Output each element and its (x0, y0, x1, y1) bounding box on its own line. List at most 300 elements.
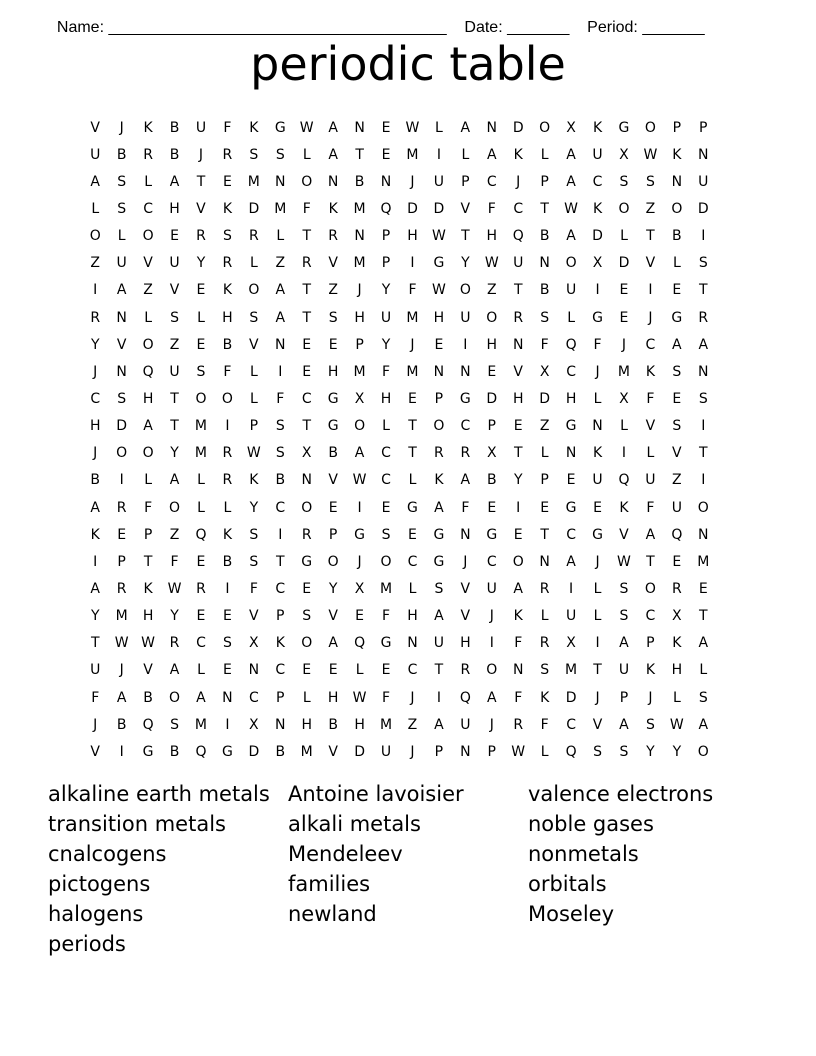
grid-letter[interactable]: J (595, 363, 600, 380)
grid-letter[interactable]: Z (275, 255, 286, 272)
grid-letter[interactable]: R (248, 228, 259, 245)
grid-letter[interactable]: U (90, 146, 101, 163)
grid-letter[interactable]: I (701, 418, 706, 435)
grid-letter[interactable]: E (672, 553, 682, 570)
grid-letter[interactable]: T (513, 445, 523, 462)
grid-letter[interactable]: X (354, 580, 365, 597)
grid-letter[interactable]: L (593, 390, 602, 407)
grid-letter[interactable]: G (380, 635, 392, 652)
grid-letter[interactable]: O (486, 662, 498, 679)
grid-letter[interactable]: U (380, 743, 392, 760)
grid-letter[interactable]: O (459, 282, 471, 299)
grid-letter[interactable]: A (90, 499, 100, 516)
grid-letter[interactable]: N (486, 119, 498, 136)
grid-letter[interactable]: B (539, 228, 550, 245)
grid-letter[interactable]: U (698, 173, 709, 190)
grid-letter[interactable]: N (460, 526, 471, 543)
grid-letter[interactable]: E (672, 390, 682, 407)
grid-letter[interactable]: G (592, 526, 603, 543)
grid-letter[interactable]: Q (195, 526, 207, 543)
grid-letter[interactable]: H (565, 390, 577, 407)
grid-letter[interactable]: A (169, 173, 180, 190)
grid-letter[interactable]: S (196, 363, 206, 380)
grid-letter[interactable]: S (672, 363, 682, 380)
grid-letter[interactable]: L (249, 255, 258, 272)
grid-letter[interactable]: M (353, 255, 366, 272)
grid-letter[interactable]: I (225, 716, 230, 733)
grid-letter[interactable]: O (565, 255, 577, 272)
grid-letter[interactable]: J (410, 689, 415, 706)
grid-letter[interactable]: W (643, 146, 658, 163)
grid-letter[interactable]: U (460, 309, 471, 326)
grid-letter[interactable]: D (565, 689, 577, 706)
grid-letter[interactable]: G (142, 743, 154, 760)
period-blank[interactable]: _______ (642, 19, 705, 36)
grid-letter[interactable]: E (408, 390, 417, 407)
grid-letter[interactable]: M (194, 716, 208, 733)
grid-letter[interactable]: I (595, 635, 600, 652)
grid-letter[interactable]: A (196, 689, 206, 706)
grid-letter[interactable]: W (564, 200, 579, 217)
grid-letter[interactable]: K (90, 526, 100, 543)
grid-letter[interactable]: E (302, 662, 312, 679)
grid-letter[interactable]: S (222, 635, 232, 652)
grid-letter[interactable]: M (406, 363, 419, 380)
grid-letter[interactable]: C (196, 635, 206, 652)
grid-letter[interactable]: W (431, 282, 446, 299)
grid-letter[interactable]: O (327, 553, 339, 570)
grid-letter[interactable]: N (407, 635, 418, 652)
grid-letter[interactable]: F (646, 499, 655, 516)
grid-letter[interactable]: R (143, 146, 153, 163)
grid-letter[interactable]: E (355, 608, 365, 625)
grid-letter[interactable]: G (565, 499, 577, 516)
grid-letter[interactable]: A (566, 146, 576, 163)
grid-letter[interactable]: V (143, 662, 153, 679)
grid-letter[interactable]: G (301, 553, 313, 570)
grid-letter[interactable]: O (301, 635, 313, 652)
grid-letter[interactable]: K (645, 662, 655, 679)
grid-letter[interactable]: P (249, 418, 259, 435)
grid-letter[interactable]: L (302, 146, 311, 163)
grid-letter[interactable]: J (119, 119, 124, 136)
grid-letter[interactable]: Q (142, 716, 154, 733)
grid-letter[interactable]: Q (618, 472, 630, 489)
grid-letter[interactable]: R (460, 445, 471, 462)
grid-letter[interactable]: I (436, 689, 441, 706)
grid-letter[interactable]: G (327, 418, 339, 435)
grid-letter[interactable]: H (327, 363, 339, 380)
grid-letter[interactable]: O (301, 173, 313, 190)
grid-letter[interactable]: S (117, 200, 127, 217)
grid-letter[interactable]: F (461, 499, 470, 516)
grid-letter[interactable]: M (247, 173, 260, 190)
grid-letter[interactable]: P (487, 743, 496, 760)
grid-letter[interactable]: S (170, 309, 179, 326)
grid-letter[interactable]: J (93, 363, 98, 380)
grid-letter[interactable]: R (116, 580, 127, 597)
grid-letter[interactable]: N (698, 146, 709, 163)
grid-letter[interactable]: L (144, 309, 152, 326)
grid-letter[interactable]: V (169, 282, 180, 299)
grid-letter[interactable]: C (645, 336, 656, 353)
grid-letter[interactable]: V (513, 363, 523, 380)
grid-letter[interactable]: N (460, 743, 471, 760)
grid-letter[interactable]: Z (672, 472, 682, 489)
grid-letter[interactable]: C (275, 662, 286, 679)
grid-letter[interactable]: S (698, 689, 708, 706)
grid-letter[interactable]: G (459, 390, 471, 407)
grid-letter[interactable]: F (540, 336, 549, 353)
grid-letter[interactable]: J (463, 553, 468, 570)
grid-letter[interactable]: R (196, 580, 206, 597)
grid-letter[interactable]: V (328, 608, 338, 625)
grid-letter[interactable]: E (698, 580, 708, 597)
grid-letter[interactable]: E (302, 363, 312, 380)
grid-letter[interactable]: A (116, 689, 127, 706)
grid-letter[interactable]: V (328, 743, 338, 760)
grid-letter[interactable]: E (408, 526, 417, 543)
grid-letter[interactable]: X (619, 390, 629, 407)
grid-letter[interactable]: H (142, 608, 154, 625)
grid-letter[interactable]: R (539, 635, 550, 652)
grid-letter[interactable]: U (169, 363, 180, 380)
grid-letter[interactable]: G (407, 499, 418, 516)
grid-letter[interactable]: G (221, 743, 233, 760)
grid-letter[interactable]: I (119, 743, 124, 760)
grid-letter[interactable]: E (619, 282, 629, 299)
grid-letter[interactable]: N (592, 418, 603, 435)
grid-letter[interactable]: U (433, 173, 445, 190)
grid-letter[interactable]: R (222, 445, 233, 462)
grid-letter[interactable]: A (486, 146, 497, 163)
grid-letter[interactable]: Q (142, 363, 154, 380)
grid-letter[interactable]: X (354, 390, 365, 407)
grid-letter[interactable]: V (645, 255, 656, 272)
grid-letter[interactable]: D (592, 228, 603, 245)
grid-letter[interactable]: S (619, 743, 629, 760)
grid-letter[interactable]: J (595, 553, 600, 570)
grid-letter[interactable]: D (618, 255, 630, 272)
grid-letter[interactable]: C (275, 580, 286, 597)
grid-letter[interactable]: L (540, 743, 549, 760)
grid-letter[interactable]: R (434, 445, 444, 462)
grid-letter[interactable]: T (646, 553, 655, 570)
grid-letter[interactable]: N (275, 336, 286, 353)
grid-letter[interactable]: S (619, 608, 629, 625)
grid-letter[interactable]: A (619, 635, 629, 652)
grid-letter[interactable]: O (89, 228, 101, 245)
grid-letter[interactable]: G (433, 255, 445, 272)
grid-letter[interactable]: J (410, 743, 415, 760)
grid-letter[interactable]: F (514, 689, 523, 706)
grid-letter[interactable]: V (249, 336, 259, 353)
grid-letter[interactable]: M (115, 608, 128, 625)
grid-letter[interactable]: V (460, 608, 471, 625)
grid-letter[interactable]: J (648, 689, 653, 706)
grid-letter[interactable]: W (352, 689, 367, 706)
grid-letter[interactable]: R (222, 472, 233, 489)
grid-letter[interactable]: W (617, 553, 631, 570)
grid-letter[interactable]: I (648, 282, 653, 299)
grid-letter[interactable]: L (276, 228, 285, 245)
grid-letter[interactable]: F (170, 553, 179, 570)
grid-letter[interactable]: K (672, 635, 682, 652)
grid-letter[interactable]: Q (512, 228, 524, 245)
name-blank[interactable]: ______________________________________ (108, 19, 447, 36)
grid-letter[interactable]: M (697, 553, 710, 570)
grid-letter[interactable]: J (198, 146, 204, 163)
grid-letter[interactable]: U (592, 146, 603, 163)
grid-letter[interactable]: J (410, 173, 415, 190)
grid-letter[interactable]: Y (249, 499, 259, 516)
grid-letter[interactable]: E (302, 580, 312, 597)
grid-letter[interactable]: A (645, 526, 656, 543)
grid-letter[interactable]: P (461, 173, 470, 190)
grid-letter[interactable]: V (460, 200, 471, 217)
grid-letter[interactable]: O (142, 445, 154, 462)
grid-letter[interactable]: L (91, 200, 100, 217)
grid-letter[interactable]: T (276, 553, 285, 570)
grid-letter[interactable]: L (408, 580, 417, 597)
grid-letter[interactable]: J (621, 336, 627, 353)
grid-letter[interactable]: S (170, 716, 179, 733)
grid-letter[interactable]: Q (565, 336, 577, 353)
grid-letter[interactable]: P (619, 689, 629, 706)
grid-letter[interactable]: L (117, 228, 126, 245)
grid-letter[interactable]: A (328, 635, 338, 652)
grid-letter[interactable]: H (460, 635, 471, 652)
grid-letter[interactable]: U (671, 499, 682, 516)
grid-letter[interactable]: R (196, 228, 206, 245)
grid-letter[interactable]: N (275, 173, 286, 190)
grid-letter[interactable]: P (672, 119, 682, 136)
grid-letter[interactable]: F (382, 689, 391, 706)
grid-letter[interactable]: A (116, 282, 127, 299)
grid-letter[interactable]: J (357, 282, 362, 299)
grid-letter[interactable]: B (116, 146, 127, 163)
grid-letter[interactable]: H (89, 418, 101, 435)
grid-letter[interactable]: Z (486, 282, 497, 299)
grid-letter[interactable]: T (699, 445, 708, 462)
grid-letter[interactable]: E (117, 526, 127, 543)
grid-letter[interactable]: R (301, 526, 312, 543)
grid-letter[interactable]: S (619, 173, 629, 190)
grid-letter[interactable]: K (672, 146, 682, 163)
grid-letter[interactable]: S (540, 309, 550, 326)
grid-letter[interactable]: U (592, 472, 603, 489)
grid-letter[interactable]: R (513, 716, 524, 733)
grid-letter[interactable]: E (566, 472, 576, 489)
grid-letter[interactable]: F (487, 200, 496, 217)
grid-letter[interactable]: R (460, 662, 471, 679)
grid-letter[interactable]: W (431, 228, 446, 245)
grid-letter[interactable]: V (328, 255, 338, 272)
grid-letter[interactable]: K (222, 526, 232, 543)
grid-letter[interactable]: T (593, 662, 602, 679)
grid-letter[interactable]: K (328, 200, 338, 217)
grid-letter[interactable]: L (144, 472, 152, 489)
grid-letter[interactable]: N (116, 309, 127, 326)
grid-letter[interactable]: X (672, 608, 682, 625)
grid-letter[interactable]: H (380, 390, 392, 407)
grid-letter[interactable]: U (645, 472, 656, 489)
grid-letter[interactable]: N (539, 553, 550, 570)
grid-letter[interactable]: T (302, 282, 311, 299)
grid-letter[interactable]: H (671, 662, 683, 679)
grid-letter[interactable]: S (645, 173, 655, 190)
grid-letter[interactable]: T (408, 418, 417, 435)
grid-letter[interactable]: E (513, 526, 523, 543)
grid-letter[interactable]: A (328, 119, 338, 136)
grid-letter[interactable]: L (461, 146, 470, 163)
grid-letter[interactable]: V (90, 119, 100, 136)
grid-letter[interactable]: Y (170, 445, 179, 462)
grid-letter[interactable]: J (357, 553, 362, 570)
grid-letter[interactable]: P (699, 119, 708, 136)
grid-letter[interactable]: H (327, 689, 339, 706)
grid-letter[interactable]: M (565, 662, 578, 679)
grid-letter[interactable]: H (512, 390, 524, 407)
grid-letter[interactable]: Q (380, 200, 392, 217)
grid-letter[interactable]: W (299, 119, 314, 136)
grid-letter[interactable]: I (621, 445, 627, 462)
grid-letter[interactable]: C (275, 499, 286, 516)
grid-letter[interactable]: T (302, 418, 311, 435)
grid-letter[interactable]: I (569, 580, 574, 597)
grid-letter[interactable]: H (407, 228, 418, 245)
grid-letter[interactable]: L (302, 689, 311, 706)
grid-letter[interactable]: T (355, 146, 364, 163)
grid-letter[interactable]: C (486, 553, 497, 570)
grid-letter[interactable]: X (566, 635, 576, 652)
grid-letter[interactable]: U (565, 282, 577, 299)
grid-letter[interactable]: V (460, 580, 471, 597)
grid-letter[interactable]: O (169, 689, 181, 706)
grid-letter[interactable]: B (539, 282, 550, 299)
grid-letter[interactable]: H (142, 390, 154, 407)
grid-letter[interactable]: F (91, 689, 100, 706)
grid-letter[interactable]: U (90, 662, 101, 679)
grid-letter[interactable]: D (433, 200, 445, 217)
grid-letter[interactable]: Y (381, 282, 391, 299)
grid-letter[interactable]: T (196, 173, 206, 190)
grid-letter[interactable]: Y (328, 580, 338, 597)
grid-letter[interactable]: R (169, 635, 180, 652)
grid-letter[interactable]: J (648, 309, 653, 326)
grid-letter[interactable]: U (565, 608, 577, 625)
grid-letter[interactable]: C (381, 445, 391, 462)
grid-letter[interactable]: E (222, 173, 232, 190)
grid-letter[interactable]: P (646, 635, 655, 652)
grid-letter[interactable]: Y (196, 255, 206, 272)
grid-letter[interactable]: L (144, 173, 152, 190)
grid-letter[interactable]: O (169, 499, 181, 516)
grid-letter[interactable]: S (117, 173, 127, 190)
grid-letter[interactable]: T (170, 418, 179, 435)
grid-letter[interactable]: I (516, 499, 521, 516)
grid-letter[interactable]: A (143, 418, 153, 435)
grid-letter[interactable]: B (90, 472, 101, 489)
grid-letter[interactable]: A (169, 472, 180, 489)
grid-letter[interactable]: T (699, 282, 708, 299)
grid-letter[interactable]: T (90, 635, 100, 652)
grid-letter[interactable]: L (593, 608, 602, 625)
grid-letter[interactable]: P (540, 173, 549, 190)
grid-letter[interactable]: E (196, 282, 206, 299)
grid-letter[interactable]: J (516, 173, 521, 190)
grid-letter[interactable]: F (382, 608, 391, 625)
grid-letter[interactable]: O (671, 200, 683, 217)
grid-letter[interactable]: B (169, 119, 180, 136)
grid-letter[interactable]: A (275, 282, 286, 299)
grid-letter[interactable]: N (460, 363, 471, 380)
grid-letter[interactable]: Z (539, 418, 550, 435)
grid-letter[interactable]: P (143, 526, 153, 543)
grid-letter[interactable]: O (142, 228, 154, 245)
grid-letter[interactable]: C (407, 553, 418, 570)
grid-letter[interactable]: L (408, 472, 417, 489)
grid-letter[interactable]: X (249, 635, 259, 652)
grid-letter[interactable]: T (170, 390, 179, 407)
grid-letter[interactable]: N (565, 445, 577, 462)
grid-letter[interactable]: G (327, 390, 339, 407)
grid-letter[interactable]: B (486, 472, 497, 489)
grid-letter[interactable]: H (169, 200, 180, 217)
grid-letter[interactable]: O (248, 282, 260, 299)
grid-letter[interactable]: F (302, 200, 311, 217)
grid-letter[interactable]: X (592, 255, 603, 272)
grid-letter[interactable]: H (222, 309, 233, 326)
grid-letter[interactable]: Z (90, 255, 101, 272)
grid-letter[interactable]: S (593, 743, 602, 760)
grid-letter[interactable]: B (169, 146, 180, 163)
grid-letter[interactable]: S (249, 146, 259, 163)
grid-letter[interactable]: H (486, 336, 498, 353)
grid-letter[interactable]: F (223, 363, 232, 380)
grid-letter[interactable]: P (117, 553, 126, 570)
grid-letter[interactable]: U (618, 662, 630, 679)
grid-letter[interactable]: I (701, 228, 706, 245)
grid-letter[interactable]: E (328, 336, 338, 353)
grid-letter[interactable]: C (407, 662, 418, 679)
grid-letter[interactable]: I (278, 363, 283, 380)
grid-letter[interactable]: T (540, 526, 549, 543)
grid-letter[interactable]: M (194, 418, 208, 435)
grid-letter[interactable]: L (249, 390, 258, 407)
grid-letter[interactable]: N (671, 173, 683, 190)
grid-letter[interactable]: H (301, 716, 312, 733)
grid-letter[interactable]: A (698, 635, 709, 652)
grid-letter[interactable]: L (197, 472, 205, 489)
grid-letter[interactable]: K (592, 119, 603, 136)
grid-letter[interactable]: N (512, 662, 524, 679)
grid-letter[interactable]: A (619, 716, 629, 733)
grid-letter[interactable]: W (405, 119, 420, 136)
grid-letter[interactable]: E (619, 309, 629, 326)
grid-letter[interactable]: D (486, 390, 498, 407)
grid-letter[interactable]: S (698, 255, 708, 272)
grid-letter[interactable]: X (566, 119, 576, 136)
grid-letter[interactable]: Q (459, 689, 471, 706)
grid-letter[interactable]: E (487, 499, 497, 516)
grid-letter[interactable]: C (381, 472, 391, 489)
grid-letter[interactable]: Y (90, 336, 100, 353)
grid-letter[interactable]: X (301, 445, 312, 462)
grid-letter[interactable]: F (249, 580, 258, 597)
grid-letter[interactable]: I (278, 526, 283, 543)
grid-letter[interactable]: Y (170, 608, 179, 625)
